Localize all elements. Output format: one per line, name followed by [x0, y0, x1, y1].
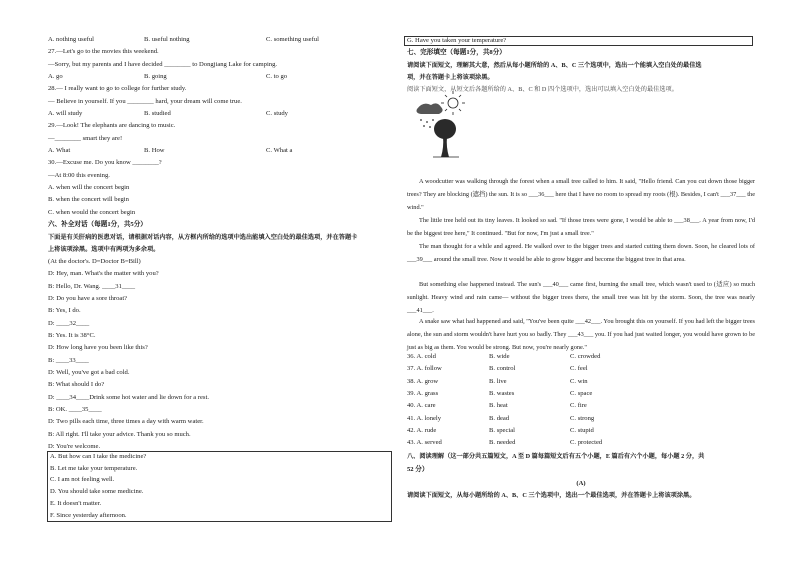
- dialogue-line: D: ____34____Drink some hot water and lie down for a rest.: [48, 394, 209, 401]
- section7-title: 七、完形填空（每题1分，共8分）: [407, 49, 506, 56]
- passage-paragraph-1: A woodcutter was walking through the forest when a small tree called to him. It said, "Hello friend. Can you cut down those bigger trees? They are blocking (遮挡) the sun. It is so ___36___ here that I have no room to spread my roots (根). Besides, I can't ___37___ the wind.": [407, 178, 755, 211]
- box-option-a[interactable]: A. But how can I take the medicine?: [50, 453, 147, 460]
- q36-option-b[interactable]: B. wide: [489, 353, 510, 360]
- q40-option-c[interactable]: C. fire: [570, 402, 587, 409]
- dialogue-line: D: You're welcome.: [48, 443, 101, 450]
- q26-option-b[interactable]: B. useful nothing: [144, 36, 190, 43]
- passage-a-heading: (A): [576, 480, 586, 487]
- dialogue-line: D: Do you have a sore throat?: [48, 295, 128, 302]
- passage-paragraph-3: The man thought for a while and agreed. He walked over to the bigger trees and started cutting them down. Soon, he cleared lots of ___39___ around the small tree. Now it would be able to grow bigger and become the biggest tree in that area.: [407, 243, 755, 263]
- dialogue-line: D: Two pills each time, three times a day with warm water.: [48, 418, 204, 425]
- q27-reply: —Sorry, but my parents and I have decided ________ to Dongjiang Lake for camping.: [48, 61, 278, 68]
- q26-option-c[interactable]: C. something useful: [266, 36, 319, 43]
- box-option-g[interactable]: G. Have you taken your temperature?: [407, 37, 507, 44]
- section8-instruction: 请阅读下面短文，从每小题所给的 A、B、C 三个选项中，选出一个最佳选项，并在答题卡上将该项涂黑。: [407, 492, 696, 499]
- q28-prompt: 28.— I really want to go to college for further study.: [48, 85, 187, 92]
- q36-option-c[interactable]: C. crowded: [570, 353, 601, 360]
- q28-reply: — Believe in yourself. If you ________ hard, your dream will come true.: [48, 98, 242, 105]
- q27-option-b[interactable]: B. going: [144, 73, 167, 80]
- q40-option-b[interactable]: B. heat: [489, 402, 508, 409]
- section8-title-1: 八、阅读理解（这一部分共五篇短文，A 至 D 篇每篇短文后有五个小题，E 篇后有六个小题，每小题 2 分，共: [407, 453, 705, 460]
- q39-option-a[interactable]: 39. A. grass: [407, 390, 439, 397]
- dialogue-line: D: Well, you've got a bad cold.: [48, 369, 130, 376]
- answer-options-box: [47, 451, 392, 522]
- q30-prompt: 30.—Excuse me. Do you know ________?: [48, 159, 162, 166]
- q38-option-c[interactable]: C. win: [570, 378, 588, 385]
- section6-instruction-1: 下面是有关肝病的医患对话，请根据对话内容，从方框内所给的选项中选出能填入空白处的最佳选项，并在答题卡: [48, 234, 358, 241]
- q42-option-b[interactable]: B. special: [489, 427, 516, 434]
- answer-options-box-continued: [404, 36, 753, 46]
- section7-instruction-2: 项，并在答题卡上将该项涂黑。: [407, 74, 494, 81]
- q27-option-c[interactable]: C. to go: [266, 73, 288, 80]
- section6-instruction-2: 上将该项涂黑。选项中有两项为多余项。: [48, 246, 160, 253]
- dialogue-line: B: All right. I'll take your advice. Thank you so much.: [48, 431, 191, 438]
- q30-reply: —At 8:00 this evening.: [48, 172, 110, 179]
- q27-prompt: 27.—Let's go to the movies this weekend.: [48, 48, 159, 55]
- dialogue-line: D: How long have you been like this?: [48, 344, 148, 351]
- section7-instruction-3: 阅读下面短文，从短文后各题所给的 A、B、C 和 D 四个选项中，选出可以填入空白处的最佳选项。: [407, 86, 678, 93]
- q28-option-b[interactable]: B. studied: [144, 110, 171, 117]
- q39-option-c[interactable]: C. space: [570, 390, 593, 397]
- q28-option-a[interactable]: A. will study: [48, 110, 83, 117]
- box-option-e[interactable]: E. It doesn't matter.: [50, 500, 102, 507]
- section6-title: 六、补全对话（每题1分，共5分）: [48, 221, 147, 228]
- tree-illustration: [413, 89, 469, 159]
- dialogue-line: B: Yes. It is 38°C.: [48, 332, 96, 339]
- q39-option-b[interactable]: B. wastes: [489, 390, 515, 397]
- q30-option-b[interactable]: B. when the concert will begin: [48, 196, 129, 203]
- q29-option-c[interactable]: C. What a: [266, 147, 293, 154]
- q43-option-b[interactable]: B. needed: [489, 439, 516, 446]
- q43-option-c[interactable]: C. protected: [570, 439, 603, 446]
- q38-option-b[interactable]: B. live: [489, 378, 507, 385]
- passage-paragraph-4: But something else happened instead. The sun's ___40___ came first, burning the small tree, which wasn't used to (适应) so much sunlight. Heavy wind and rain came— without the bigger trees there, the small tree was hit by the storm. Soon, the tree was nearly ___41___.: [407, 281, 755, 314]
- q37-option-b[interactable]: B. control: [489, 365, 516, 372]
- section6-roles: (At the doctor's. D=Doctor B=Bill): [48, 258, 141, 265]
- q43-option-a[interactable]: 43. A. served: [407, 439, 442, 446]
- section7-instruction-1: 请阅读下面短文，理解其大意，然后从每小题所给的 A、B、C 三个选项中，选出一个能填入空白处的最佳选: [407, 62, 702, 69]
- passage-paragraph-2: The little tree held out its tiny leaves. It looked so sad. "If those trees were gone, I would be able to ___38___. A year from now, I'd be the biggest tree here," It continued. "But for now, I'm just a small tree.": [407, 217, 755, 237]
- q29-option-b[interactable]: B. How: [144, 147, 165, 154]
- box-option-f[interactable]: F. Since yesterday afternoon.: [50, 512, 127, 519]
- q37-option-c[interactable]: C. feel: [570, 365, 588, 372]
- q36-option-a[interactable]: 36. A. cold: [407, 353, 436, 360]
- q42-option-a[interactable]: 42. A. rude: [407, 427, 437, 434]
- q29-prompt: 29.—Look! The elephants are dancing to music.: [48, 122, 176, 129]
- dialogue-line: B: OK. ____35____: [48, 406, 102, 413]
- section8-title-2: 52 分）: [407, 466, 429, 473]
- q30-option-a[interactable]: A. when will the concert begin: [48, 184, 130, 191]
- q37-option-a[interactable]: 37. A. follow: [407, 365, 442, 372]
- dialogue-line: D: ____32____: [48, 320, 90, 327]
- dialogue-line: B: ____33____: [48, 357, 89, 364]
- q26-option-a[interactable]: A. nothing useful: [48, 36, 94, 43]
- dialogue-line: B: Hello, Dr. Wang. ____31____: [48, 283, 136, 290]
- q42-option-c[interactable]: C. stupid: [570, 427, 594, 434]
- dialogue-line: B: Yes, I do.: [48, 307, 81, 314]
- q27-option-a[interactable]: A. go: [48, 73, 63, 80]
- box-option-c[interactable]: C. I am not feeling well.: [50, 476, 115, 483]
- q41-option-a[interactable]: 41. A. lonely: [407, 415, 442, 422]
- q41-option-c[interactable]: C. strong: [570, 415, 595, 422]
- q41-option-b[interactable]: B. dead: [489, 415, 510, 422]
- q30-option-c[interactable]: C. when would the concert begin: [48, 209, 136, 216]
- q40-option-a[interactable]: 40. A. care: [407, 402, 436, 409]
- box-option-b[interactable]: B. Let me take your temperature.: [50, 465, 138, 472]
- q28-option-c[interactable]: C. study: [266, 110, 288, 117]
- dialogue-line: B: What should I do?: [48, 381, 105, 388]
- box-option-d[interactable]: D. You should take some medicine.: [50, 488, 144, 495]
- q29-option-a[interactable]: A. What: [48, 147, 71, 154]
- q38-option-a[interactable]: 38. A. grow: [407, 378, 439, 385]
- passage-paragraph-5: A snake saw what had happened and said, "You've been quite ___42___. You brought this on yourself. If you had left the bigger trees alone, the sun and storm wouldn't have hurt you so badly. They ___43___ you. If you had just waited longer, you would have grown to be just as big as them. You would be strong. But now, you're nearly gone.": [407, 318, 755, 351]
- dialogue-line: D: Hey, man. What's the matter with you?: [48, 270, 159, 277]
- q29-reply: —________ smart they are!: [48, 135, 123, 142]
